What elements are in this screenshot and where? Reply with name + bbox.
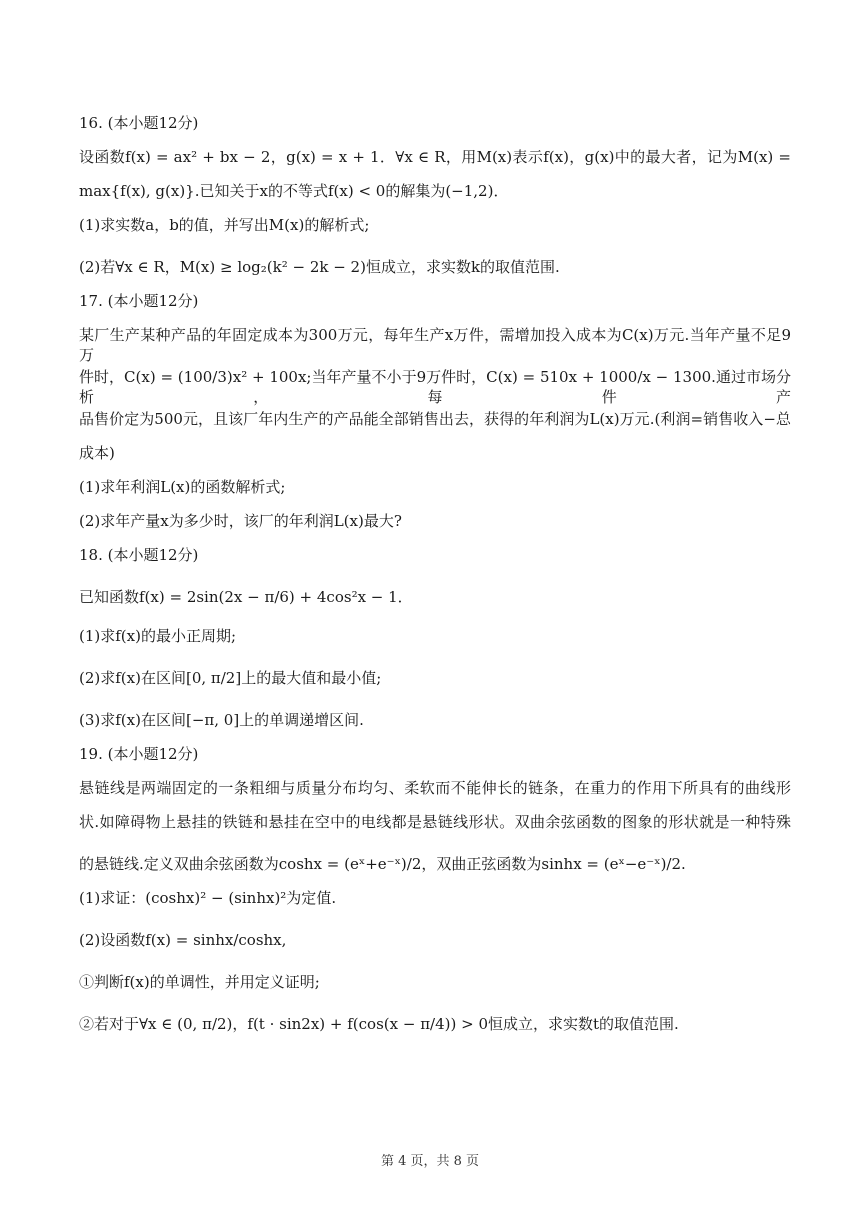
problem-17-line: 某厂生产某种产品的年固定成本为300万元，每年生产x万件，需增加投入成本为C(x)万元.当年产量不足9万 bbox=[79, 326, 791, 364]
problem-19-part-2-sub-2: ②若对于∀x ∈ (0, π/2)，f(t · sin2x) + f(cos(x − π/4)) > 0恒成立，求实数t的取值范围. bbox=[79, 1015, 679, 1033]
problem-19-header: 19. (本小题12分) bbox=[79, 745, 199, 763]
problem-16-line: max{f(x), g(x)}.已知关于x的不等式f(x) < 0的解集为(−1,2)． bbox=[79, 182, 509, 200]
problem-17-header: 17. (本小题12分) bbox=[79, 292, 199, 310]
problem-17-line: 成本) bbox=[79, 444, 115, 462]
problem-18-header: 18. (本小题12分) bbox=[79, 546, 199, 564]
problem-17-line: 件时，C(x) = (100/3)x² + 100x;当年产量不小于9万件时，C(x) = 510x + 1000/x − 1300.通过市场分析，每件产 bbox=[79, 368, 791, 406]
problem-19-line: 悬链线是两端固定的一条粗细与质量分布均匀、柔软而不能伸长的链条，在重力的作用下所具有的曲线形 bbox=[79, 779, 791, 797]
problem-19-line: 状.如障碍物上悬挂的铁链和悬挂在空中的电线都是悬链线形状。双曲余弦函数的图象的形状就是一种特殊 bbox=[79, 813, 791, 831]
page-number-footer: 第 4 页，共 8 页 bbox=[380, 1154, 480, 1169]
problem-16-line: 设函数f(x) = ax² + bx − 2，g(x) = x + 1．∀x ∈ R，用M(x)表示f(x)，g(x)中的最大者，记为M(x) = bbox=[79, 148, 791, 166]
problem-18-part-2: (2)求f(x)在区间[0, π/2]上的最大值和最小值; bbox=[79, 669, 382, 687]
problem-16-part-2: (2)若∀x ∈ R，M(x) ≥ log₂(k² − 2k − 2)恒成立，求实数k的取值范围. bbox=[79, 258, 560, 276]
problem-16-part-1: (1)求实数a，b的值，并写出M(x)的解析式; bbox=[79, 216, 370, 234]
problem-18-line: 已知函数f(x) = 2sin(2x − π/6) + 4cos²x − 1． bbox=[79, 588, 413, 606]
problem-19-part-1: (1)求证：(coshx)² − (sinhx)²为定值. bbox=[79, 889, 337, 907]
problem-17-part-1: (1)求年利润L(x)的函数解析式; bbox=[79, 478, 286, 496]
problem-17-part-2: (2)求年产量x为多少时，该厂的年利润L(x)最大? bbox=[79, 512, 402, 530]
problem-19-part-2-sub-1: ①判断f(x)的单调性，并用定义证明; bbox=[79, 973, 320, 991]
problem-19-part-2: (2)设函数f(x) = sinhx/coshx, bbox=[79, 931, 287, 949]
problem-19-line: 的悬链线.定义双曲余弦函数为coshx = (eˣ+e⁻ˣ)/2，双曲正弦函数为sinhx = (eˣ−e⁻ˣ)/2. bbox=[79, 855, 686, 873]
page-content bbox=[79, 113, 791, 1034]
problem-18-part-1: (1)求f(x)的最小正周期; bbox=[79, 627, 237, 645]
problem-17-line: 品售价定为500元，且该厂年内生产的产品能全部销售出去，获得的年利润为L(x)万元.(利润=销售收入−总 bbox=[79, 410, 791, 428]
problem-18-part-3: (3)求f(x)在区间[−π, 0]上的单调递增区间. bbox=[79, 711, 364, 729]
problem-16-header: 16. (本小题12分) bbox=[79, 114, 199, 132]
